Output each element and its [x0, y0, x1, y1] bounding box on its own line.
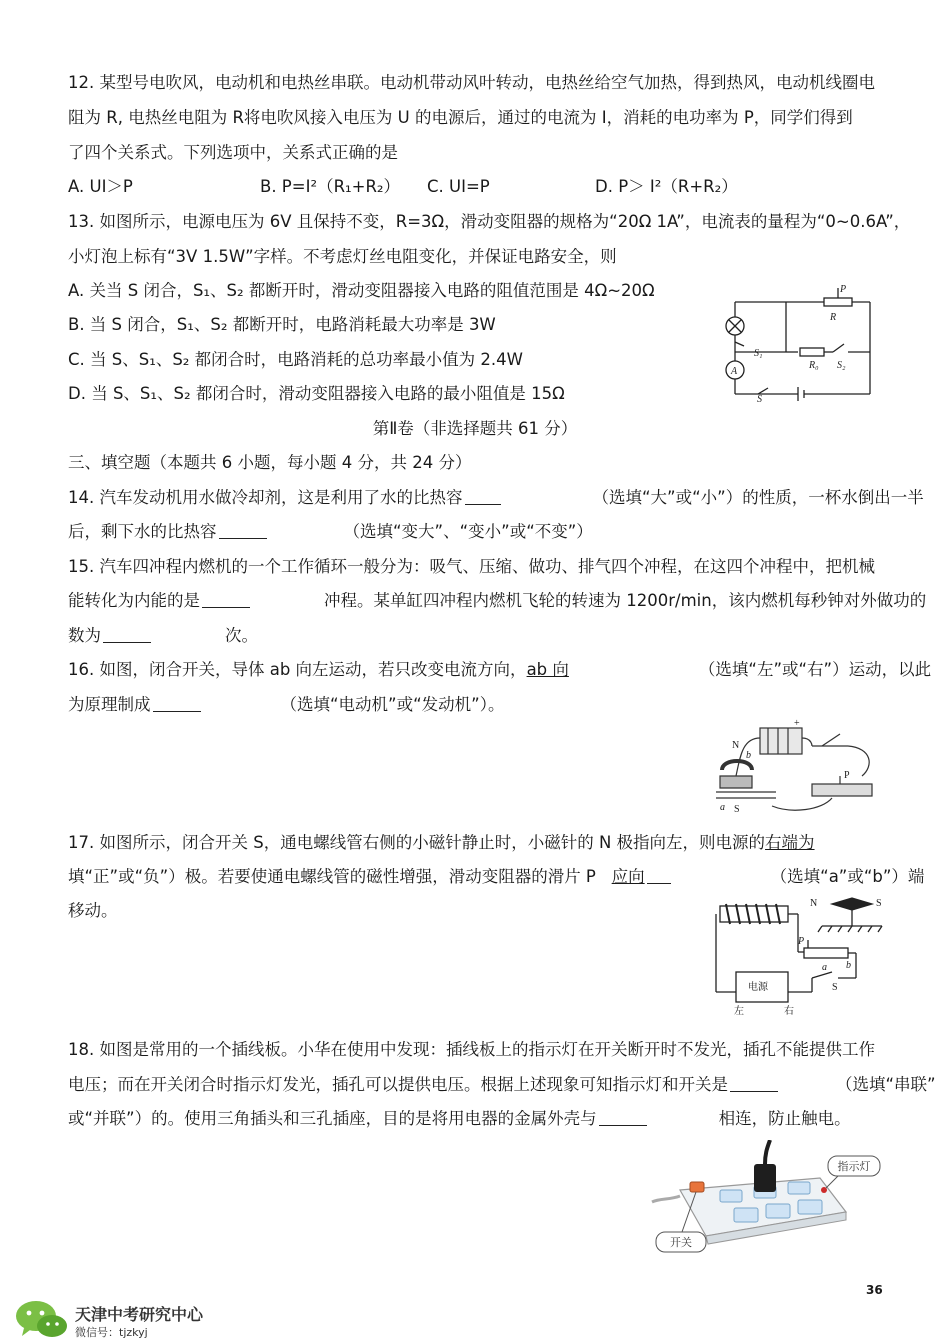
q16-line2 — [68, 694, 504, 716]
fig17-label-left: 左 — [734, 1006, 744, 1017]
fig13-label-s: S — [757, 394, 762, 402]
q17-underlined-2: 应向 — [611, 867, 645, 886]
q15-line2-tail: 冲程。某单缸四冲程内燃机飞轮的转速为 1200r/min，该内燃机每秒钟对外做功的 — [324, 591, 927, 610]
fig16-label-n: N — [732, 740, 740, 751]
q16-line2-text: 为原理制成 — [68, 695, 151, 714]
q18-line2 — [68, 1074, 936, 1096]
q13-option-a: A. 关当 S 闭合，S₁、S₂ 都断开时，滑动变阻器接入电路的阻值范围是 4Ω~20Ω — [68, 281, 655, 300]
q13-circuit-diagram — [718, 280, 874, 402]
q15-blank1[interactable] — [202, 591, 250, 608]
q16-line2-tail: （选填“电动机”或“发动机”）。 — [280, 695, 505, 714]
q12-option-b: B. P=I²（R₁+R₂） — [260, 177, 401, 196]
q12-option-c: C. UI=P — [427, 177, 490, 196]
q13-line1: 13. 如图所示，电源电压为 6V 且保持不变，R=3Ω，滑动变阻器的规格为“20Ω 1A”，电流表的量程为“0~0.6A”， — [68, 212, 911, 231]
q14-line2-text: 后，剩下水的比热容 — [68, 522, 217, 541]
q12-line1: 12. 某型号电吹风，电动机和电热丝串联。电动机带动风叶转动，电热丝给空气加热，得到热风，电动机线圈电 — [68, 73, 875, 92]
wechat-logo-icon — [14, 1298, 70, 1342]
q13-line2: 小灯泡上标有“3V 1.5W”字样。不考虑灯丝电阻变化，并保证电路安全，则 — [68, 247, 617, 266]
q12-line3: 了四个关系式。下列选项中，关系式正确的是 — [68, 143, 398, 162]
q15-line1: 15. 汽车四冲程内燃机的一个工作循环一般分为：吸气、压缩、做功、排气四个冲程，在这四个冲程中，把机械 — [68, 557, 875, 576]
fig17-label-s-needle: S — [876, 898, 882, 909]
footer-logo-wechat: 微信号：tjzkyj — [75, 1326, 148, 1339]
q17-line3: 移动。 — [68, 901, 118, 920]
q13-option-b: B. 当 S 闭合，S₁、S₂ 都断开时，电路消耗最大功率是 3W — [68, 315, 496, 334]
fig17-label-right: 右 — [784, 1006, 794, 1017]
q15-line2-text: 能转化为内能的是 — [68, 591, 200, 610]
q17-solenoid-diagram — [712, 892, 892, 1020]
q16-motor-diagram — [712, 718, 890, 814]
q14-blank2[interactable] — [219, 522, 267, 539]
q16-line1-tail: （选填“左”或“右”）运动，以此 — [698, 660, 932, 679]
fig13-label-s1: S₁ — [754, 348, 763, 359]
section2-title: 第Ⅱ卷（非选择题共 61 分） — [372, 419, 578, 438]
fig13-label-a: A — [731, 366, 738, 377]
fig17-label-a: a — [822, 962, 827, 973]
fig13-label-r0: R₀ — [809, 360, 819, 371]
q14-line1-text: 14. 汽车发动机用水做冷却剂，这是利用了水的比热容 — [68, 488, 463, 507]
footer-logo-title: 天津中考研究中心 — [75, 1305, 204, 1324]
q17-line2 — [68, 866, 924, 888]
q12-option-d: D. P＞ I²（R+R₂） — [595, 177, 738, 196]
fig13-label-s2: S₂ — [837, 360, 846, 371]
fig17-label-p: P — [798, 936, 805, 947]
q14-blank1[interactable] — [465, 488, 501, 505]
q17-line1-text: 17. 如图所示，闭合开关 S，通电螺线管右侧的小磁针静止时，小磁针的 N 极指向左，则电源的 — [68, 833, 766, 852]
q16-line1-text: 16. 如图，闭合开关，导体 ab 向左运动，若只改变电流方向， — [68, 660, 527, 679]
q13-option-d: D. 当 S、S₁、S₂ 都闭合时，滑动变阻器接入电路的最小阻值是 15Ω — [68, 384, 565, 403]
fig18-label-indicator: 指示灯 — [837, 1160, 871, 1173]
q17-line2-text: 填“正”或“负”）极。若要使通电螺线管的磁性增强，滑动变阻器的滑片 P — [68, 867, 596, 886]
q12-option-a: A. UI＞P — [68, 177, 133, 196]
q13-option-c: C. 当 S、S₁、S₂ 都闭合时，电路消耗的总功率最小值为 2.4W — [68, 350, 523, 369]
q17-line1 — [68, 832, 815, 854]
q16-underlined: ab 向 — [526, 660, 569, 679]
q15-line3-tail: 次。 — [225, 626, 258, 645]
fig16-label-b: b — [746, 750, 751, 761]
q18-blank1[interactable] — [730, 1075, 778, 1092]
q15-line3 — [68, 625, 258, 647]
fig17-label-b: b — [846, 960, 851, 971]
q15-blank2[interactable] — [103, 626, 151, 643]
q17-underlined: 右端为 — [765, 833, 815, 852]
q14-line2-tail: （选填“变大”、“变小”或“不变”） — [343, 522, 593, 541]
fig13-label-p: P — [840, 284, 847, 295]
fig16-label-plus: + — [794, 718, 800, 729]
q16-line1 — [68, 659, 931, 681]
section3-title: 三、填空题（本题共 6 小题，每小题 4 分，共 24 分） — [68, 453, 472, 472]
fig16-label-p: P — [844, 770, 850, 781]
fig17-label-s: S — [832, 982, 838, 993]
fig17-label-power: 电源 — [748, 982, 768, 993]
q18-line2-text: 电压；而在开关闭合时指示灯发光，插孔可以提供电压。根据上述现象可知指示灯和开关是 — [68, 1075, 728, 1094]
q15-line2 — [68, 590, 926, 612]
q14-line1 — [68, 487, 924, 509]
page-number: 36 — [866, 1283, 883, 1297]
q14-line2 — [68, 521, 593, 543]
q18-line1: 18. 如图是常用的一个插线板。小华在使用中发现：插线板上的指示灯在开关断开时不发光，插孔不能提供工作 — [68, 1040, 875, 1059]
fig16-label-s: S — [734, 804, 740, 814]
fig17-label-n: N — [810, 898, 818, 909]
q16-blank[interactable] — [153, 695, 201, 712]
q18-line3-tail: 相连，防止触电。 — [718, 1109, 851, 1128]
q12-line2: 阻为 R, 电热丝电阻为 R将电吹风接入电压为 U 的电源后，通过的电流为 I，消耗的电功率为 P，同学们得到 — [68, 108, 853, 127]
fig18-label-switch: 开关 — [670, 1236, 692, 1249]
q14-line1-tail: （选填“大”或“小”）的性质，一杯水倒出一半 — [592, 488, 924, 507]
q18-power-strip-image — [650, 1140, 890, 1256]
q17-line2-tail: （选填“a”或“b”）端 — [770, 867, 925, 886]
q18-line3-text: 或“并联”）的。使用三角插头和三孔插座，目的是将用电器的金属外壳与 — [68, 1109, 597, 1128]
fig13-label-r: R — [830, 312, 837, 323]
q15-line3-text: 数为 — [68, 626, 101, 645]
q18-blank2[interactable] — [599, 1109, 647, 1126]
q17-blank[interactable] — [647, 867, 671, 884]
fig16-label-a: a — [720, 802, 725, 813]
q18-line2-tail: （选填“串联” — [836, 1075, 936, 1094]
q18-line3 — [68, 1108, 851, 1130]
